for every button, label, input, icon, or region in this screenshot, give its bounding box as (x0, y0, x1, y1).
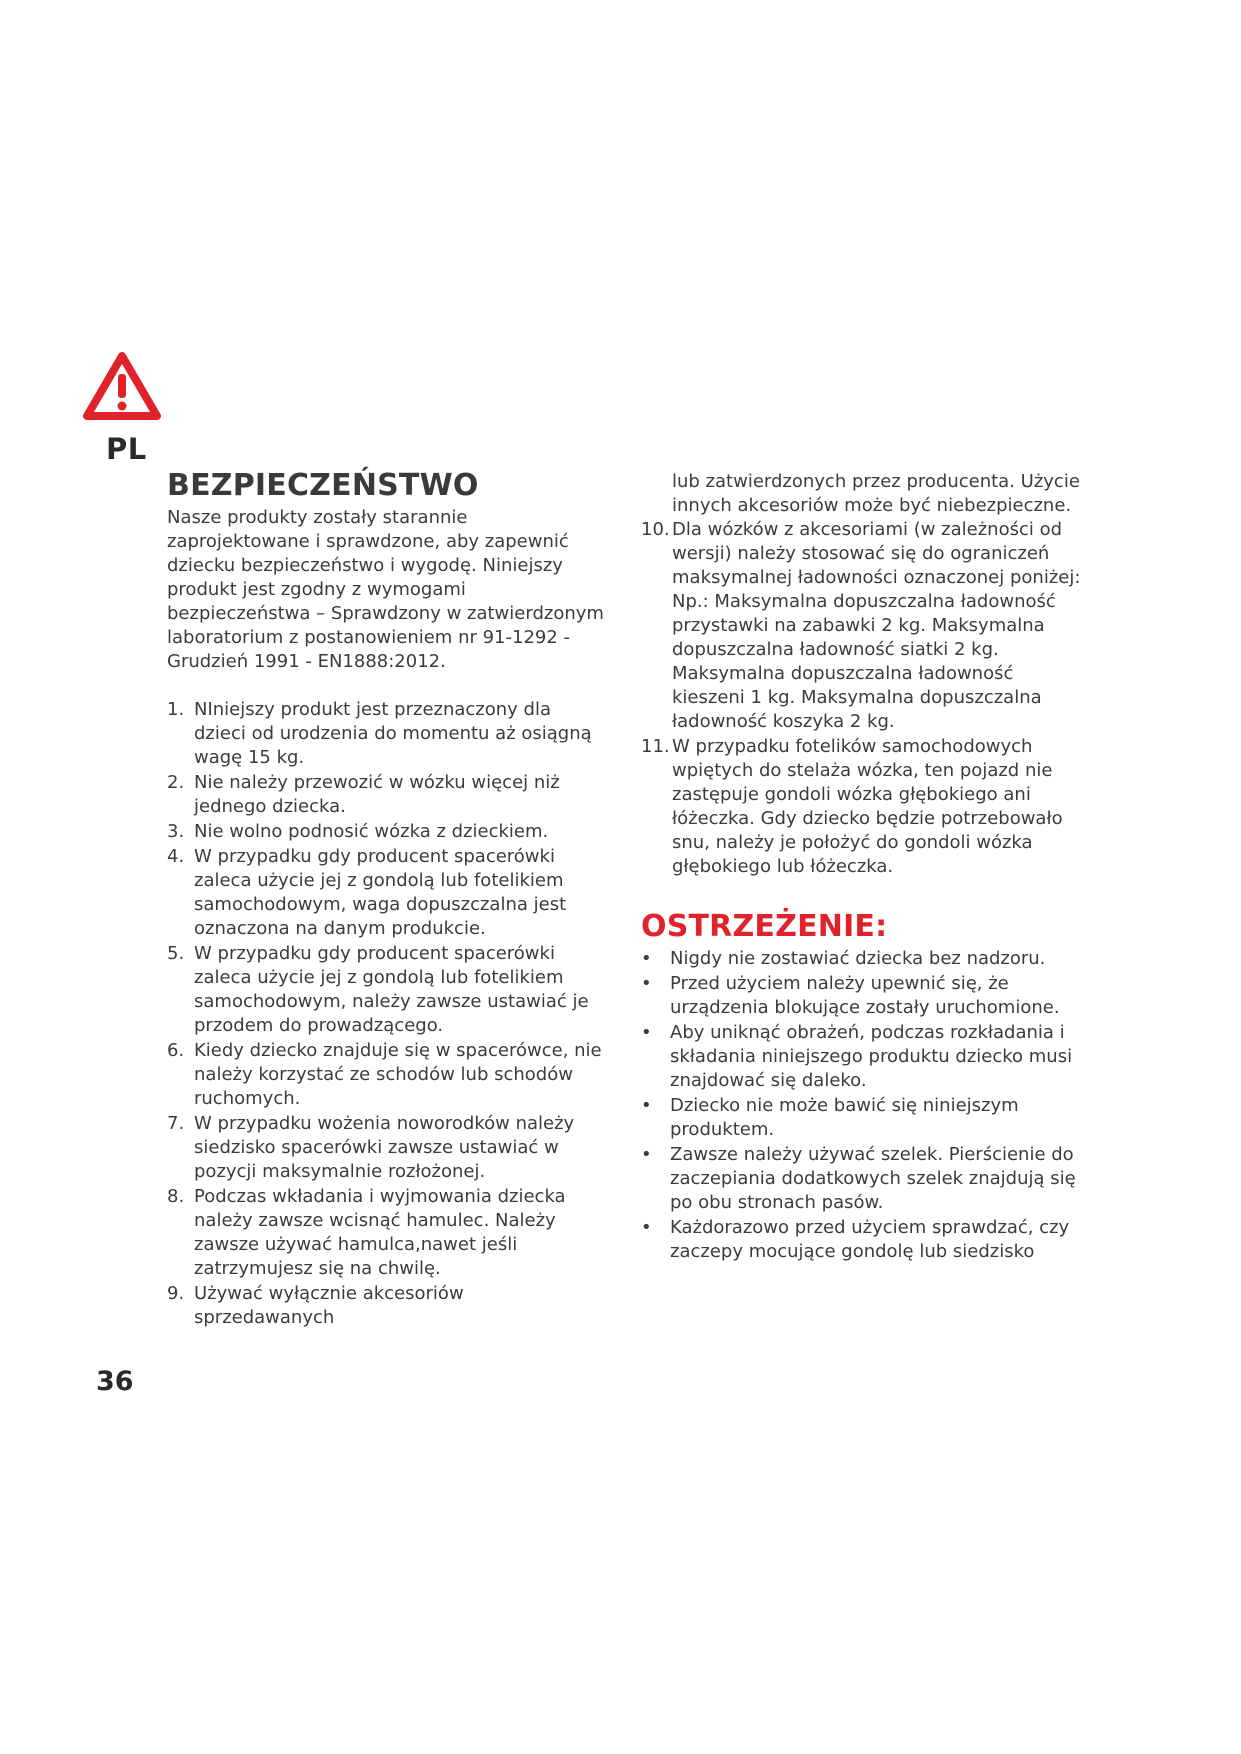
warning-list (641, 947, 1081, 1264)
list-item: • Zawsze należy używać szelek. Pierścienie do zaczepiania dodatkowych szelek znajdują się po obu stronach pasów. (641, 1144, 1076, 1213)
list-item: 9. Używać wyłącznie akcesoriów sprzedawanych (167, 1283, 464, 1328)
list-item: 3. Nie wolno podnosić wózka z dzieckiem. (167, 821, 549, 842)
item-9-continuation: lub zatwierdzonych przez producenta. Użycie innych akcesoriów może być niebezpieczne. (672, 471, 1080, 516)
list-item: • Przed użyciem należy upewnić się, że urządzenia blokujące zostały uruchomione. (641, 973, 1060, 1018)
bullet-icon: • (641, 1144, 652, 1165)
language-code: PL (106, 432, 147, 466)
bullet-icon: • (641, 948, 652, 969)
list-item: 1. NIniejszy produkt jest przeznaczony dla dzieci od urodzenia do momentu aż osiągną wagę 15 kg. (167, 699, 592, 768)
bullet-icon: • (641, 1022, 652, 1043)
list-item: • Dziecko nie może bawić się niniejszym produktem. (641, 1095, 1019, 1140)
safety-heading: BEZPIECZEŃSTWO (167, 468, 479, 503)
page-number: 36 (96, 1366, 134, 1397)
list-item: 10. Dla wózków z akcesoriami (w zależności od wersji) należy stosować się do ograniczeń maksymalnej ładowności oznaczonej poniżej: Np.: Maksymalna dopuszczalna ładowność przystawki na zabawki 2 kg. Maksymalna dopuszczalna ładowność siatki 2 kg. Maksymalna dopuszczalna ładowność kieszeni 1 kg. Maksymalna dopuszczalna ładowność koszyka 2 kg. (641, 519, 1081, 732)
list-item: 6. Kiedy dziecko znajduje się w spacerówce, nie należy korzystać ze schodów lub schodów ruchomych. (167, 1040, 602, 1109)
safety-intro: Nasze produkty zostały starannie zaprojektowane i sprawdzone, aby zapewnić dziecku bezpieczeństwo i wygodę. Niniejszy produkt jest zgodny z wymogami bezpieczeństwa – Sprawdzony w zatwierdzonym laboratorium z postanowieniem nr 91-1292 - Grudzień 1991 - EN1888:2012. (167, 507, 604, 672)
left-column (167, 468, 607, 1331)
list-item: 5. W przypadku gdy producent spacerówki zaleca użycie jej z gondolą lub fotelikiem samochodowym, należy zawsze ustawiać je przodem do prowadzącego. (167, 943, 589, 1036)
list-item: 2. Nie należy przewozić w wózku więcej niż jednego dziecka. (167, 772, 560, 817)
safety-list (167, 698, 607, 1330)
safety-list-continued (641, 518, 1081, 879)
list-item: • Każdorazowo przed użyciem sprawdzać, czy zaczepy mocujące gondolę lub siedzisko (641, 1217, 1070, 1262)
list-item: • Aby uniknąć obrażeń, podczas rozkładania i składania niniejszego produktu dziecko musi znajdować się daleko. (641, 1022, 1073, 1091)
right-column (641, 470, 1081, 1265)
bullet-icon: • (641, 1095, 652, 1116)
list-item: 4. W przypadku gdy producent spacerówki zaleca użycie jej z gondolą lub fotelikiem samochodowym, waga dopuszczalna jest oznaczona na danym produkcie. (167, 846, 567, 939)
warning-heading: OSTRZEŻENIE: (641, 909, 888, 944)
list-item: 7. W przypadku wożenia noworodków należy siedzisko spacerówki zawsze ustawiać w pozycji maksymalnie rozłożonej. (167, 1113, 575, 1182)
list-item: 11. W przypadku fotelików samochodowych wpiętych do stelaża wózka, ten pojazd nie zastępuje gondoli wózka głębokiego ani łóżeczka. Gdy dziecko będzie potrzebowało snu, należy je położyć do gondoli wózka głębokiego lub łóżeczka. (641, 736, 1063, 877)
bullet-icon: • (641, 973, 652, 994)
bullet-icon: • (641, 1217, 652, 1238)
warning-triangle-icon (82, 350, 162, 422)
list-item: 8. Podczas wkładania i wyjmowania dziecka należy zawsze wcisnąć hamulec. Należy zawsze używać hamulca,nawet jeśli zatrzymujesz się na chwilę. (167, 1186, 566, 1279)
list-item: • Nigdy nie zostawiać dziecka bez nadzoru. (641, 948, 1046, 969)
